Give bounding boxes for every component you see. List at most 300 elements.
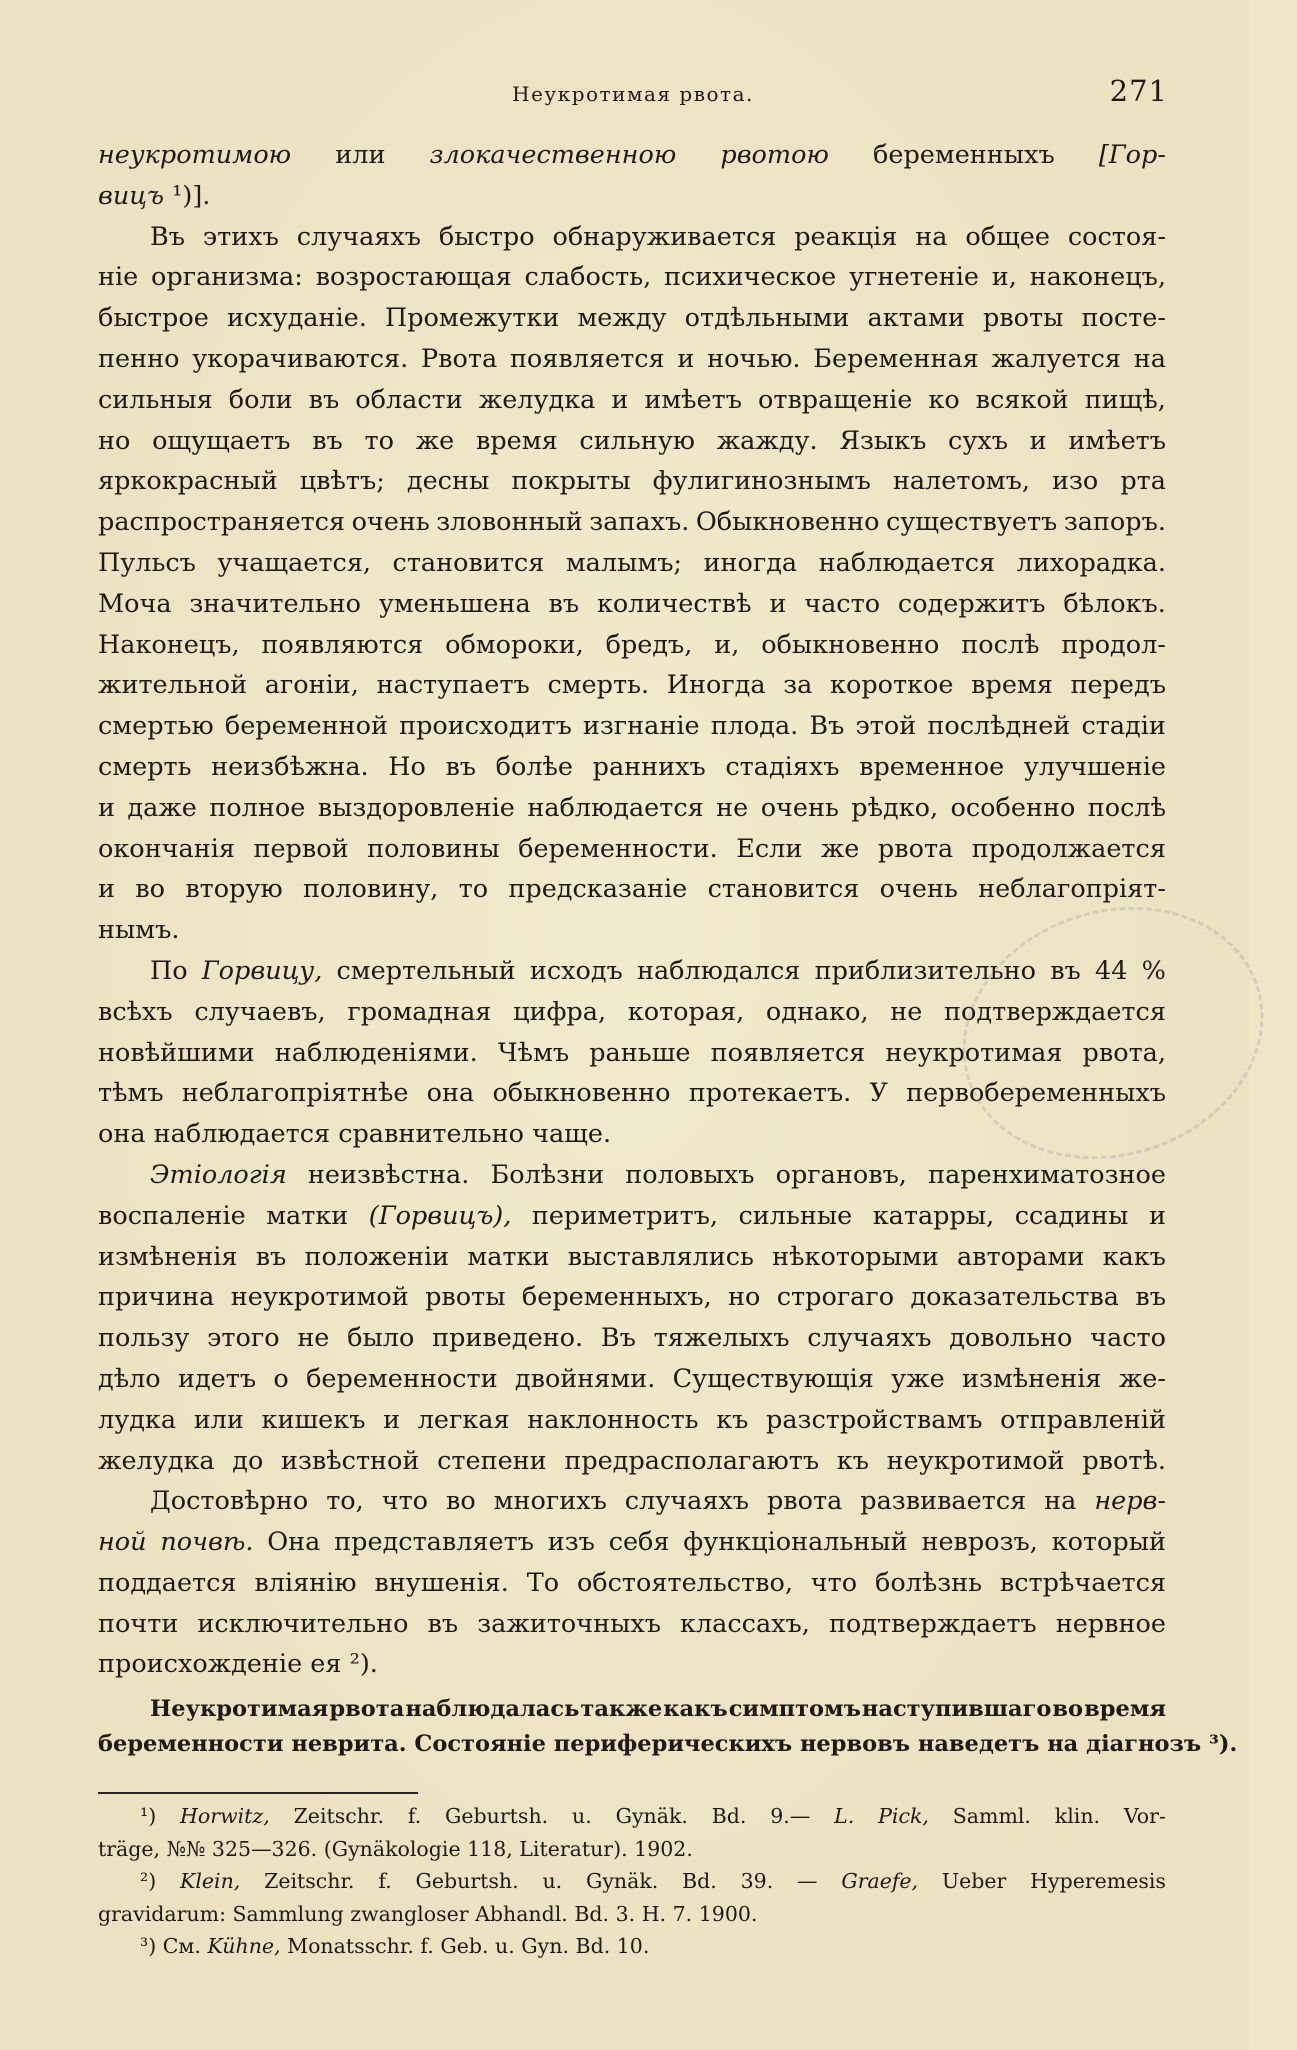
footnote-line	[98, 1934, 1166, 1967]
word: Горвицу,	[201, 955, 323, 986]
text-line	[98, 140, 1166, 181]
word: послѣ	[1087, 792, 1166, 823]
word: время	[475, 425, 558, 456]
footnotes	[98, 1804, 1166, 1967]
word: и	[769, 588, 787, 619]
word: разстройствамъ	[766, 1404, 983, 1435]
word: вторую	[185, 874, 283, 905]
word: неукротимая	[885, 1037, 1063, 1068]
word: легкая	[417, 1404, 510, 1435]
word: Hyperemesis	[1030, 1869, 1166, 1894]
word: u.	[542, 1869, 563, 1894]
word: Но	[388, 751, 426, 782]
word: стадіяхъ	[725, 751, 840, 782]
word: рвота	[877, 833, 954, 864]
footnote-line	[98, 1804, 1166, 1837]
word: нѣкоторыми	[772, 1241, 939, 1272]
word: исходъ	[529, 955, 623, 986]
word: рвота	[329, 1696, 405, 1723]
word: о	[273, 1363, 289, 1394]
word: двойнями.	[514, 1363, 656, 1394]
word: она	[426, 1078, 475, 1109]
word: Этіологія	[150, 1159, 287, 1190]
word: То	[526, 1567, 560, 1598]
word: въ	[255, 1241, 287, 1272]
word: пищѣ,	[1084, 384, 1166, 415]
word: жительной	[98, 670, 248, 701]
word: же	[415, 425, 455, 456]
word: gravidarum:	[98, 1901, 226, 1926]
word: пользу	[98, 1323, 190, 1354]
word: представляетъ	[334, 1527, 534, 1558]
word: бредъ,	[605, 629, 693, 660]
word: поддается	[98, 1567, 237, 1598]
word: агоніи,	[264, 670, 359, 701]
text-line	[98, 1486, 1166, 1527]
text-line	[98, 1242, 1166, 1283]
word: во	[135, 874, 166, 905]
word: Она	[267, 1527, 321, 1558]
word: и	[611, 384, 629, 415]
text-line	[98, 589, 1166, 630]
word: къ	[836, 1445, 869, 1476]
text-line	[98, 670, 1166, 711]
word: неукротимой	[230, 1282, 409, 1313]
word: временное	[859, 751, 1005, 782]
word: малымъ;	[565, 547, 683, 578]
word: распространяется	[98, 507, 346, 538]
word: ощущаетъ	[152, 425, 291, 456]
word: стадіи	[1081, 711, 1166, 742]
word: извѣстной	[281, 1445, 420, 1476]
word: вліянію	[254, 1567, 357, 1598]
word: почти	[98, 1608, 179, 1639]
word: въ	[445, 751, 477, 782]
word: запоръ.	[1063, 507, 1166, 538]
word: %	[1141, 955, 1166, 986]
word: Geburtsh.	[445, 1804, 549, 1829]
word: имѣетъ	[644, 384, 742, 415]
word: Пульсъ	[98, 547, 196, 578]
word: (Gynäkologie	[323, 1836, 461, 1861]
word: смерть.	[547, 670, 650, 701]
word: Рвота	[420, 343, 498, 374]
word: или	[193, 1404, 244, 1435]
word: смертельный	[336, 955, 516, 986]
word: наклонность	[527, 1404, 699, 1435]
word: наблюденіями.	[274, 1037, 478, 1068]
word: половыхъ	[625, 1159, 755, 1190]
word: 39.	[740, 1869, 774, 1894]
word: происходитъ	[399, 711, 572, 742]
word: неврита.	[291, 1731, 407, 1758]
word: положеніи	[304, 1241, 450, 1272]
text-line	[98, 1446, 1166, 1487]
word: См.	[162, 1934, 201, 1959]
word: не	[716, 792, 749, 823]
text-line	[98, 834, 1166, 875]
word: träge,	[98, 1836, 161, 1861]
page-header	[98, 74, 1168, 114]
word: сухъ	[948, 425, 1008, 456]
word: нымъ.	[98, 915, 180, 946]
word: себя	[608, 1527, 670, 1558]
word: очень	[351, 507, 430, 538]
word: Zeitschr.	[293, 1804, 385, 1829]
word: 9.—	[770, 1804, 811, 1829]
word: u.	[572, 1804, 592, 1829]
word: то	[458, 874, 489, 905]
word: на	[915, 221, 948, 252]
word: неизвѣстна.	[307, 1159, 470, 1190]
word: становится	[707, 874, 860, 905]
word: до	[232, 1445, 264, 1476]
word: рта	[1120, 466, 1166, 497]
text-line	[98, 1405, 1166, 1446]
text-line	[98, 1609, 1166, 1650]
word: быстрое	[98, 303, 209, 334]
word: zwangloser	[350, 1901, 469, 1926]
word: доказательства	[910, 1282, 1119, 1313]
word: Состояніе	[414, 1731, 546, 1758]
word: L.	[834, 1804, 855, 1829]
word: появляется	[509, 343, 665, 374]
word: въ	[427, 1608, 459, 1639]
word: значительно	[189, 588, 361, 619]
word: происхожденіе	[98, 1649, 303, 1680]
word: ной	[98, 1527, 147, 1558]
word: раннихъ	[592, 751, 706, 782]
word: продол-	[1061, 629, 1166, 660]
word: часто	[1090, 1323, 1166, 1354]
word: Literatur).	[519, 1836, 628, 1861]
word: жалуется	[991, 343, 1121, 374]
word: наведетъ	[917, 1731, 1040, 1758]
word: и	[1148, 1200, 1166, 1231]
word: Vor-	[1123, 1804, 1166, 1829]
word: запахъ.	[589, 507, 690, 538]
word: воспаленіе	[98, 1200, 246, 1231]
word: зловонный	[436, 507, 583, 538]
word: рвоты	[425, 1282, 506, 1313]
word: всякой	[975, 384, 1069, 415]
word: катарры,	[872, 1200, 995, 1231]
word: громадная	[347, 996, 492, 1027]
word: не	[890, 996, 923, 1027]
word: нерв-	[1094, 1486, 1166, 1517]
word: периферическихъ	[553, 1731, 793, 1758]
word: приблизительно	[814, 955, 1036, 986]
word: 44	[1095, 955, 1128, 986]
word: Bd.	[682, 1869, 717, 1894]
word: строгаго	[776, 1282, 895, 1313]
word: на	[1133, 343, 1166, 374]
word: иногда	[703, 547, 798, 578]
text-line	[98, 1160, 1166, 1201]
word: наступаетъ	[376, 670, 530, 701]
word: авторами	[956, 1241, 1085, 1272]
word: что	[381, 1486, 429, 1517]
word: неизбѣжна.	[211, 751, 369, 782]
word: новѣйшими	[98, 1037, 255, 1068]
word: становится	[392, 547, 545, 578]
word: быстро	[438, 221, 535, 252]
word: появляются	[261, 629, 424, 660]
text-line	[98, 344, 1166, 385]
word: нервное	[1055, 1608, 1166, 1639]
word: развивается	[860, 1486, 1027, 1517]
text-line	[98, 385, 1166, 426]
word: ночью.	[707, 343, 801, 374]
word: Неукротимая	[150, 1696, 329, 1723]
word: симптомъ	[728, 1696, 861, 1723]
word: Ueber	[941, 1869, 1007, 1894]
word: послѣдней	[927, 711, 1071, 742]
word: изъ	[547, 1527, 595, 1558]
word: всѣхъ	[98, 996, 173, 1027]
word: лудка	[98, 1404, 177, 1435]
word: наступившаго	[861, 1696, 1052, 1723]
word: раньше	[589, 1037, 691, 1068]
word: смерть	[98, 751, 192, 782]
word: Kühne,	[207, 1934, 281, 1959]
text-line	[98, 222, 1166, 263]
word: сильные	[738, 1200, 853, 1231]
word: области	[355, 384, 463, 415]
text-line	[98, 1364, 1166, 1405]
word: но	[728, 1282, 761, 1313]
word: ²)	[140, 1869, 157, 1894]
word: Въ	[150, 221, 185, 252]
word: ¹)	[140, 1804, 157, 1829]
word: болѣзнь	[874, 1567, 983, 1598]
text-line	[98, 1527, 1166, 1568]
word: ніе	[98, 262, 139, 293]
word: матки	[467, 1241, 550, 1272]
word: наблюдалась	[405, 1696, 580, 1723]
word: исхуданіе.	[226, 303, 367, 334]
word: рвотѣ.	[1082, 1445, 1166, 1476]
text-line	[98, 1201, 1166, 1242]
word: измѣненія	[98, 1241, 238, 1272]
word: рвоты	[982, 303, 1064, 334]
word: діагнозъ	[1086, 1731, 1202, 1758]
word: сильную	[579, 425, 695, 456]
text-line	[98, 262, 1166, 303]
word: боли	[228, 384, 293, 415]
word: половины	[367, 833, 500, 864]
word: или	[335, 140, 386, 170]
text-line	[98, 793, 1166, 834]
word: беременныхъ,	[521, 1282, 712, 1313]
word: По	[150, 955, 188, 986]
word: наблюдается	[818, 547, 996, 578]
word: выставлялись	[567, 1241, 754, 1272]
text-line	[98, 1731, 1238, 1766]
word: бѣлокъ.	[1063, 588, 1166, 619]
word: однако,	[765, 996, 869, 1027]
word: неукротимою	[98, 140, 292, 170]
word: время	[1084, 1696, 1166, 1723]
word: сравнительно	[338, 1119, 524, 1150]
word: фулигинознымъ	[652, 466, 871, 497]
word: рвота	[766, 1486, 843, 1517]
word: классахъ,	[680, 1608, 810, 1639]
word: наблюдается	[527, 792, 704, 823]
word: ко	[928, 384, 960, 415]
word: выздоровленіе	[317, 792, 515, 823]
word: 10.	[616, 1934, 650, 1959]
word: первой	[253, 833, 349, 864]
word: исключительно	[197, 1608, 409, 1639]
word: —	[797, 1869, 818, 1894]
word: на	[1047, 1731, 1079, 1758]
text-line	[98, 1696, 1166, 1731]
word: организма:	[151, 262, 303, 293]
word: къ	[716, 1404, 749, 1435]
word: ³).	[1208, 1731, 1238, 1758]
word: существуетъ	[886, 507, 1058, 538]
word: зажиточныхъ	[477, 1608, 661, 1639]
word: обмороки,	[445, 629, 584, 660]
word: Обыкновенно	[695, 507, 880, 538]
footnote-line	[98, 1902, 1166, 1935]
word: У	[869, 1078, 888, 1109]
word: внушенія.	[374, 1567, 509, 1598]
word: почвѣ.	[160, 1527, 254, 1558]
word: предсказаніе	[508, 874, 688, 905]
word: изо	[1052, 466, 1099, 497]
word: Klein,	[180, 1869, 241, 1894]
word: уменьшена	[378, 588, 531, 619]
text-line	[98, 303, 1166, 344]
footnote-line	[98, 1869, 1166, 1902]
word: желудка	[98, 1445, 215, 1476]
word: и	[677, 343, 695, 374]
word: 1900.	[698, 1901, 758, 1926]
word: между	[577, 303, 667, 334]
word: Gyn.	[521, 1934, 569, 1959]
word: короткое	[830, 670, 954, 701]
word: Моча	[98, 588, 172, 619]
word: сильныя	[98, 384, 213, 415]
main-paragraphs	[98, 140, 1238, 1766]
word: учащается,	[217, 547, 372, 578]
word: 325—326.	[211, 1836, 318, 1861]
word: и	[383, 1404, 401, 1435]
word: Промежутки	[384, 303, 560, 334]
word: обыкновенно	[761, 629, 940, 660]
word: улучшеніе	[1023, 751, 1166, 782]
running-title: Неукротимая рвота.	[512, 82, 754, 106]
word: предрасполагаютъ	[564, 1445, 820, 1476]
word: [Гор-	[1098, 140, 1166, 170]
word: ³)	[140, 1934, 157, 1959]
word: отдѣльными	[684, 303, 850, 334]
word: Въ	[600, 1323, 636, 1354]
word: цвѣтъ;	[299, 466, 385, 497]
word: общее	[965, 221, 1050, 252]
word: количествѣ	[596, 588, 752, 619]
text-line	[98, 915, 1166, 956]
word: Bd.	[574, 1901, 610, 1926]
word: возростающая	[315, 262, 512, 293]
word: въ	[548, 588, 580, 619]
word: измѣненія	[962, 1363, 1102, 1394]
word: половину,	[302, 874, 439, 905]
word: на	[1044, 1486, 1077, 1517]
word: въ	[308, 384, 340, 415]
word: пенно	[98, 343, 180, 374]
page-number: 271	[1109, 74, 1168, 108]
word: неблагопріят-	[978, 874, 1166, 905]
word: Если	[736, 833, 803, 864]
word: въ	[1050, 955, 1081, 986]
footnote-separator	[98, 1792, 418, 1794]
word: какъ	[663, 1696, 728, 1723]
word: степени	[437, 1445, 547, 1476]
text-line	[98, 181, 1166, 222]
word: f.	[420, 1934, 434, 1959]
word: периметритъ,	[531, 1200, 719, 1231]
word: который	[1051, 1527, 1166, 1558]
word: въ	[1135, 1282, 1166, 1313]
word: Geb.	[440, 1934, 489, 1959]
word: f.	[378, 1869, 392, 1894]
text-line	[98, 1568, 1166, 1609]
word: ссадины	[1014, 1200, 1129, 1231]
word: злокачественною	[429, 140, 677, 170]
word: укорачиваются.	[192, 343, 409, 374]
word: неврозъ,	[921, 1527, 1038, 1558]
word: чаще.	[532, 1119, 612, 1150]
word: Языкъ	[839, 425, 927, 456]
word: время	[971, 670, 1053, 701]
word: обнаруживается	[552, 221, 777, 252]
word: передъ	[1070, 670, 1166, 701]
word: отвращеніе	[757, 384, 913, 415]
word: тяжелыхъ	[653, 1323, 790, 1354]
text-line	[98, 1282, 1166, 1323]
word: дѣло	[98, 1363, 161, 1394]
word: которая,	[627, 996, 745, 1027]
word: рѣдко,	[851, 792, 939, 823]
word: появляется	[710, 1037, 866, 1068]
word: беременной	[224, 711, 388, 742]
word: особенно	[950, 792, 1076, 823]
word: Pick,	[878, 1804, 929, 1829]
word: очень	[760, 792, 839, 823]
text-line	[98, 548, 1166, 589]
word: за	[783, 670, 813, 701]
word: случаяхъ	[624, 1486, 750, 1517]
word: неблагопріятнѣе	[181, 1078, 409, 1109]
word: Abhandl.	[475, 1901, 568, 1926]
word: №№	[166, 1836, 206, 1861]
word: отправленій	[1000, 1404, 1166, 1435]
word: она	[98, 1119, 146, 1150]
word: f.	[407, 1804, 422, 1829]
text-line	[98, 426, 1166, 467]
word: окончанія	[98, 833, 235, 864]
word: обстоятельство,	[576, 1567, 793, 1598]
word: полное	[209, 792, 306, 823]
word: также	[580, 1696, 663, 1723]
word: ¹)].	[172, 180, 211, 211]
word: многихъ	[493, 1486, 607, 1517]
word: случаевъ,	[194, 996, 326, 1027]
word: рвотою	[720, 140, 829, 170]
